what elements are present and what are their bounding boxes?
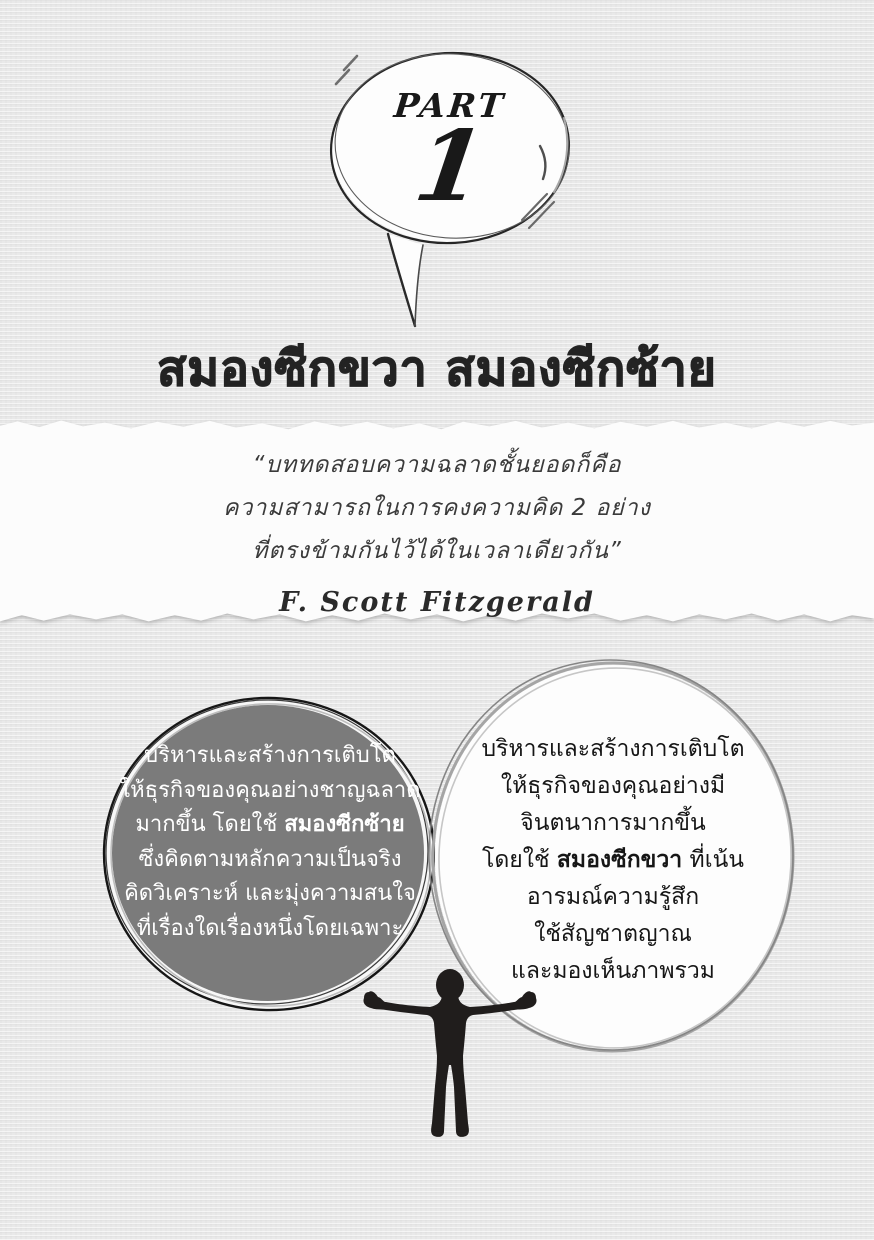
left-brain-text xyxy=(116,739,424,946)
left-brain-keyword: สมองซีกซ้าย xyxy=(284,812,405,837)
text-line: ให้ธุรกิจของคุณอย่างชาญฉลาด xyxy=(119,777,421,803)
quote-block xyxy=(0,444,874,618)
right-brain-text xyxy=(449,731,777,990)
text-line: ที่เรื่องใดเรื่องหนึ่งโดยเฉพาะ xyxy=(136,915,404,941)
text-line: บริหารและสร้างการเติบโต xyxy=(144,743,396,768)
text-line: อารมณ์ความรู้สึก xyxy=(526,884,700,910)
text-line: จินตนาการมากขึ้น xyxy=(520,810,706,836)
quote-line-2: ความสามารถในการคงความคิด 2 อย่าง xyxy=(223,495,651,521)
text-line: คิดวิเคราะห์ และมุ่งความสนใจ xyxy=(124,881,416,906)
quote-line-3: ที่ตรงข้ามกันไว้ได้ในเวลาเดียวกัน” xyxy=(252,538,622,564)
quote-attribution: F. Scott Fitzgerald xyxy=(279,587,595,618)
text-line: โดยใช้ สมองซีกขวา ที่เน้น xyxy=(481,847,745,873)
man-silhouette xyxy=(360,966,540,1142)
quote-line-1: “บททดสอบความฉลาดชั้นยอดก็คือ xyxy=(252,452,622,478)
text-line: มากขึ้น โดยใช้ สมองซีกซ้าย xyxy=(135,812,405,837)
text-line: บริหารและสร้างการเติบโต xyxy=(481,736,745,762)
right-brain-keyword: สมองซีกขวา xyxy=(556,847,683,873)
text-line: ซึ่งคิดตามหลักความเป็นจริง xyxy=(138,846,402,872)
text-line: และมองเห็นภาพรวม xyxy=(511,958,715,984)
text-line: ใช้สัญชาตญาณ xyxy=(534,921,692,947)
text-line: ให้ธุรกิจของคุณอย่างมี xyxy=(500,773,726,799)
part-label: PART xyxy=(392,86,508,125)
part-number: 1 xyxy=(408,109,492,223)
chapter-title: สมองซีกขวา สมองซีกซ้าย xyxy=(157,341,717,397)
